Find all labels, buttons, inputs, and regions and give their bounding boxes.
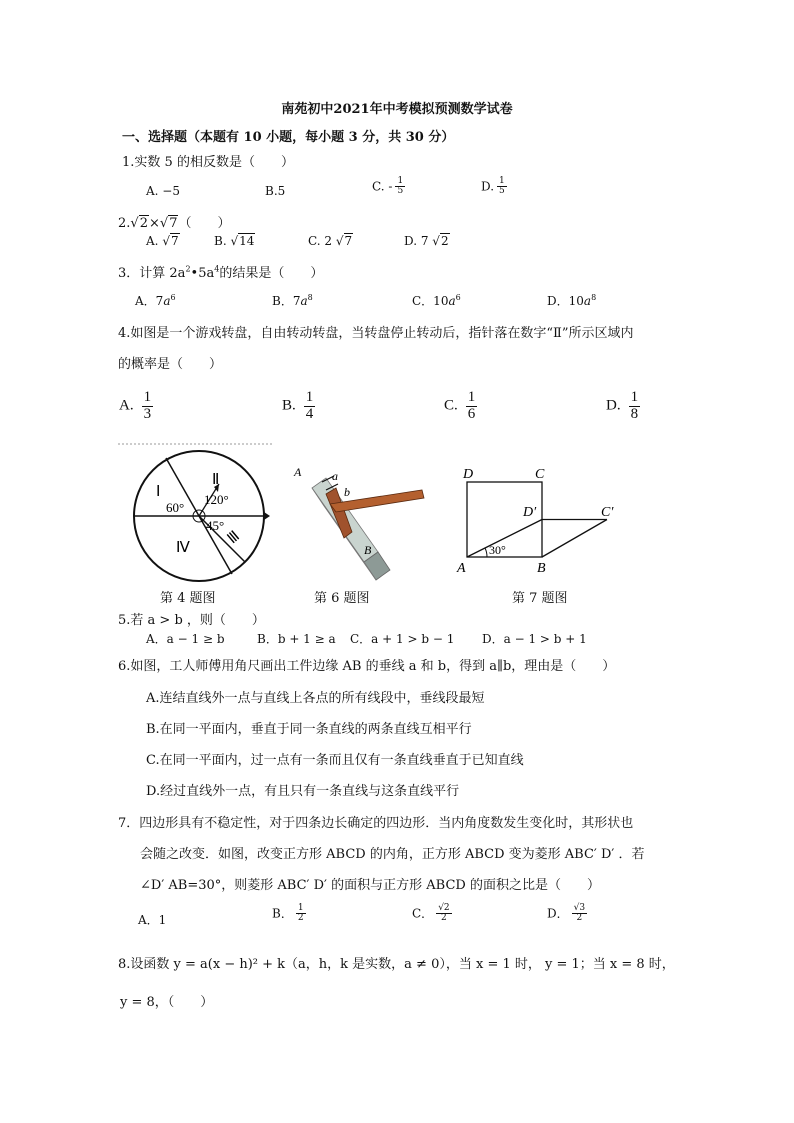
line-label: a — [332, 469, 338, 483]
vertex-label: D — [463, 467, 474, 482]
q1-option-a: A. −5 — [146, 184, 180, 198]
q1-option-b: B.5 — [265, 184, 286, 198]
sqrt-symbol: √7 — [159, 216, 178, 231]
fraction: $\frac{1}{5}$ — [499, 176, 505, 197]
q3-option-d: D．$10a^8$ — [547, 293, 597, 308]
region-label: Ⅲ — [224, 528, 243, 548]
vertex-label: B — [537, 561, 546, 576]
q7-option-a: A．1 — [138, 913, 167, 927]
workpiece-figure — [290, 460, 430, 585]
q6-option-d: D.经过直线外一点，有且只有一条直线与这条直线平行 — [146, 784, 460, 799]
angle-label: 45° — [206, 518, 225, 533]
q3-stem: 3．计算 $2a^2•5a^4$的结果是（ ） — [118, 264, 324, 281]
q7-stem-line3: ∠D′ AB=30°，则菱形 ABC′ D′ 的面积与正方形 ABCD 的面积之比是（ ） — [140, 878, 600, 893]
vertex-label: A — [457, 561, 466, 576]
fig4-caption: 第 4 题图 — [160, 591, 216, 606]
q3-option-a: A．$7a^6$ — [135, 293, 176, 308]
q5-option-d: D．a − 1 > b + 1 — [482, 632, 587, 646]
q4-stem-line2: 的概率是（ ） — [118, 357, 223, 372]
spinner-figure — [118, 440, 274, 585]
q2-option-d: D. 7 √2 — [404, 234, 449, 248]
q7-stem-line1: 7．四边形具有不稳定性，对于四条边长确定的四边形．当内角度数发生变化时，其形状也 — [118, 816, 634, 831]
sqrt-symbol: √2 — [130, 216, 148, 231]
section-heading: 一、选择题（本题有 10 小题，每小题 3 分，共 30 分） — [122, 130, 455, 145]
angle-label: 30° — [489, 543, 506, 557]
q4-option-c: C. $\frac{1}{6}$ — [444, 389, 476, 422]
q6-option-c: C.在同一平面内，过一点有一条而且仅有一条直线垂直于已知直线 — [146, 753, 524, 768]
region-label: Ⅱ — [212, 472, 220, 488]
q6-option-a: A.连结直线外一点与直线上各点的所有线段中，垂线段最短 — [146, 691, 485, 706]
q6-option-b: B.在同一平面内，垂直于同一条直线的两条直线互相平行 — [146, 722, 472, 737]
q3-option-b: B．$7a^8$ — [272, 293, 313, 308]
q6-stem: 6.如图，工人师傅用角尺画出工件边缘 AB 的垂线 a 和 b，得到 a∥b，理由是（ ） — [118, 659, 616, 674]
q1-stem: 1.实数 5 的相反数是（ ） — [122, 155, 294, 170]
q5-option-a: A．a − 1 ≥ b — [146, 632, 225, 646]
fig6-caption: 第 6 题图 — [314, 591, 370, 606]
q8-stem-line1: 8.设函数 y = a(x − h)² + k（a，h，k 是实数，a ≠ 0），当 x = 1 时， y = 1；当 x = 8 时， — [118, 957, 675, 972]
exam-title: 南苑初中2021年中考模拟预测数学试卷 — [281, 102, 513, 117]
vertex-label: C′ — [601, 505, 614, 520]
square-rhombus-figure — [455, 462, 630, 580]
q7-stem-line2: 会随之改变．如图，改变正方形 ABCD 的内角，正方形 ABCD 变为菱形 ABC′ D′ ．若 — [140, 847, 645, 862]
angle-label: 120° — [204, 492, 229, 507]
vertex-label: C — [535, 467, 545, 482]
region-label: Ⅰ — [156, 484, 161, 500]
q2-option-c: C. 2 √7 — [308, 234, 353, 248]
line-label: b — [344, 485, 350, 499]
q7-option-b: B． $\frac{1}{2}$ — [272, 903, 304, 924]
q5-stem: 5.若 a > b ，则（ ） — [118, 613, 265, 628]
vertex-label: D′ — [523, 505, 537, 520]
q4-option-d: D. $\frac{1}{8}$ — [606, 389, 639, 422]
q7-option-d: D． $\frac{√3}{2}$ — [547, 903, 586, 924]
region-label: Ⅳ — [176, 540, 190, 556]
fig7-caption: 第 7 题图 — [512, 591, 568, 606]
q1-option-c: C. - $\frac{1}{5}$ — [372, 176, 404, 197]
q5-option-b: B．b + 1 ≥ a — [257, 632, 336, 646]
q4-option-a: A. $\frac{1}{3}$ — [119, 389, 152, 422]
q1-option-d: D. $\frac{1}{5}$ — [481, 176, 505, 197]
q3-option-c: C．$10a^6$ — [412, 293, 461, 308]
q7-option-c: C． $\frac{√2}{2}$ — [412, 903, 450, 924]
fraction: $\frac{1}{5}$ — [397, 176, 404, 197]
q8-stem-line2: y = 8，（ ） — [120, 995, 214, 1010]
point-label: A — [294, 465, 302, 479]
q4-stem-line1: 4.如图是一个游戏转盘，自由转动转盘，当转盘停止转动后，指针落在数字“Ⅱ”所示区域内 — [118, 326, 634, 341]
q2-option-a: A. √7 — [146, 234, 179, 248]
q2-stem: 2.√2×√7（ ） — [118, 216, 231, 231]
q2-option-b: B. √14 — [214, 234, 255, 248]
angle-label: 60° — [166, 500, 185, 515]
point-label: B — [364, 543, 372, 557]
q5-option-c: C．a + 1 > b − 1 — [350, 632, 455, 646]
q4-option-b: B. $\frac{1}{4}$ — [282, 389, 314, 422]
